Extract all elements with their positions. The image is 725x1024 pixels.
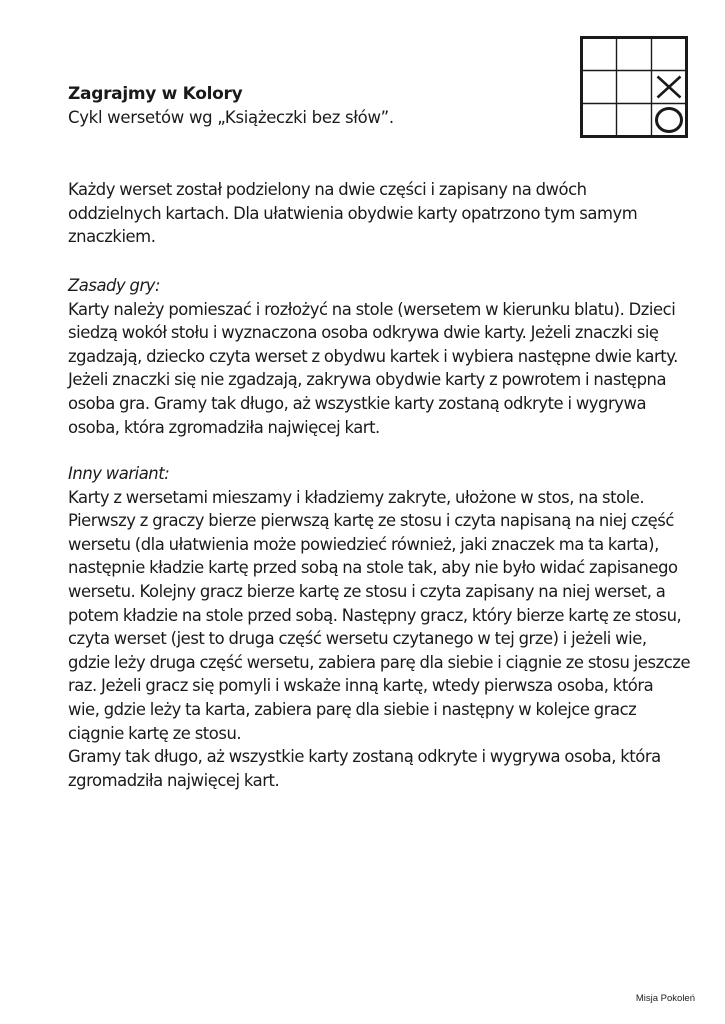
o-mark-icon bbox=[657, 109, 682, 132]
variant-line: czyta werset (jest to druga część wersetu czytanego w tej grze) i jeżeli wie, bbox=[68, 629, 647, 649]
x-mark-icon bbox=[658, 77, 681, 98]
variant-line: potem kładzie na stole przed sobą. Następny gracz, który bierze kartę ze stosu, bbox=[68, 605, 682, 625]
variant-heading: Inny wariant: bbox=[68, 464, 170, 483]
variant-line: wersetu (dla ułatwienia może powiedzieć również, jaki znaczek ma ta karta), bbox=[68, 534, 659, 554]
intro-line: znaczkiem. bbox=[68, 227, 156, 247]
variant-line: zgromadziła najwięcej kart. bbox=[68, 770, 280, 790]
variant-line: Karty z wersetami mieszamy i kładziemy zakryte, ułożone w stos, na stole. bbox=[68, 487, 645, 507]
variant-section bbox=[68, 462, 708, 792]
variant-line: ciągnie kartę ze stosu. bbox=[68, 723, 242, 743]
variant-line: Gramy tak długo, aż wszystkie karty zostaną odkryte i wygrywa osoba, która bbox=[68, 747, 661, 767]
rules-section bbox=[68, 274, 708, 439]
document-title: Zagrajmy w Kolory bbox=[68, 84, 243, 104]
variant-line: raz. Jeżeli gracz się pomyli i wskaże inną kartę, wtedy pierwsza osoba, która bbox=[68, 676, 654, 696]
variant-line: Pierwszy z graczy bierze pierwszą kartę ze stosu i czyta napisaną na niej część bbox=[68, 511, 674, 531]
footer-text: Misja Pokoleń bbox=[635, 993, 695, 1004]
variant-line: gdzie leży druga część wersetu, zabiera parę dla siebie i ciągnie ze stosu jeszcze bbox=[68, 652, 691, 672]
intro-paragraph bbox=[68, 178, 708, 249]
rules-line: siedzą wokół stołu i wyznaczona osoba odkrywa dwie karty. Jeżeli znaczki się bbox=[68, 323, 659, 343]
rules-line: osoba gra. Gramy tak długo, aż wszystkie karty zostaną odkryte i wygrywa bbox=[68, 393, 647, 413]
variant-line: wie, gdzie leży ta karta, zabiera parę dla siebie i następny w kolejce gracz bbox=[68, 699, 637, 719]
variant-line: następnie kładzie kartę przed sobą na stole tak, aby nie było widać zapisanego bbox=[68, 558, 678, 578]
document-subtitle: Cykl wersetów wg „Książeczki bez słów”. bbox=[68, 108, 394, 127]
rules-heading: Zasady gry: bbox=[68, 276, 161, 295]
intro-line: oddzielnych kartach. Dla ułatwienia obydwie karty opatrzono tym samym bbox=[68, 203, 638, 223]
intro-line: Każdy werset został podzielony na dwie części i zapisany na dwóch bbox=[68, 180, 587, 199]
rules-line: zgadzają, dziecko czyta werset z obydwu kartek i wybiera następne dwie karty. bbox=[68, 346, 678, 366]
rules-line: Karty należy pomieszać i rozłożyć na stole (wersetem w kierunku blatu). Dzieci bbox=[68, 299, 676, 319]
variant-line: wersetu. Kolejny gracz bierze kartę ze stosu i czyta zapisany na niej werset, a bbox=[68, 581, 666, 601]
rules-line: Jeżeli znaczki się nie zgadzają, zakrywa obydwie karty z powrotem i następna bbox=[68, 370, 667, 390]
tic-tac-toe-grid-icon bbox=[580, 36, 688, 138]
rules-line: osoba, która zgromadziła najwięcej kart. bbox=[68, 417, 380, 437]
